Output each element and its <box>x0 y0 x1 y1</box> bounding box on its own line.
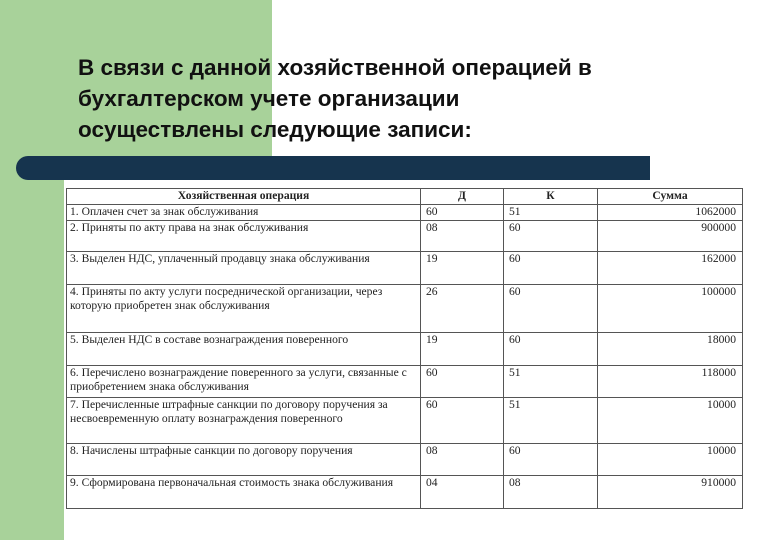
cell-credit: 60 <box>504 444 598 476</box>
cell-amount: 118000 <box>598 366 743 398</box>
cell-operation: 1. Оплачен счет за знак обслуживания <box>67 205 421 221</box>
table-header-row <box>67 189 743 205</box>
cell-amount: 10000 <box>598 398 743 444</box>
cell-credit: 51 <box>504 366 598 398</box>
cell-amount: 162000 <box>598 252 743 285</box>
cell-amount: 18000 <box>598 333 743 366</box>
cell-operation: 8. Начислены штрафные санкции по договору поручения <box>67 444 421 476</box>
cell-debit: 60 <box>421 398 504 444</box>
cell-debit: 04 <box>421 476 504 509</box>
table-row <box>67 285 743 333</box>
cell-amount: 100000 <box>598 285 743 333</box>
cell-operation: 4. Приняты по акту услуги посреднической организации, через которую приобретен знак обслуживания <box>67 285 421 333</box>
cell-amount: 10000 <box>598 444 743 476</box>
cell-debit: 19 <box>421 333 504 366</box>
cell-operation: 7. Перечисленные штрафные санкции по договору поручения за несвоевременную оплату вознаграждения поверенного <box>67 398 421 444</box>
cell-operation: 3. Выделен НДС, уплаченный продавцу знака обслуживания <box>67 252 421 285</box>
cell-debit: 60 <box>421 366 504 398</box>
table-row <box>67 221 743 252</box>
entries-table-container <box>66 188 742 509</box>
divider-bar <box>16 156 650 180</box>
header-amount: Сумма <box>598 189 743 205</box>
cell-amount: 1062000 <box>598 205 743 221</box>
cell-debit: 08 <box>421 221 504 252</box>
title-line: В связи с данной хозяйственной операцией в <box>78 55 592 80</box>
cell-credit: 60 <box>504 252 598 285</box>
cell-debit: 60 <box>421 205 504 221</box>
table-row <box>67 476 743 509</box>
cell-credit: 60 <box>504 285 598 333</box>
cell-amount: 910000 <box>598 476 743 509</box>
table-row <box>67 366 743 398</box>
cell-operation: 6. Перечислено вознаграждение поверенного за услуги, связанные с приобретением знака обслуживания <box>67 366 421 398</box>
cell-debit: 26 <box>421 285 504 333</box>
header-operation: Хозяйственная операция <box>67 189 421 205</box>
cell-credit: 51 <box>504 398 598 444</box>
table-row <box>67 333 743 366</box>
cell-credit: 08 <box>504 476 598 509</box>
cell-credit: 60 <box>504 221 598 252</box>
title-line: осуществлены следующие записи: <box>78 117 472 142</box>
cell-credit: 51 <box>504 205 598 221</box>
header-debit: Д <box>421 189 504 205</box>
left-green-band <box>0 0 64 540</box>
cell-operation: 2. Приняты по акту права на знак обслуживания <box>67 221 421 252</box>
accounting-entries-table <box>66 188 743 509</box>
table-row <box>67 252 743 285</box>
cell-debit: 08 <box>421 444 504 476</box>
cell-operation: 9. Сформирована первоначальная стоимость знака обслуживания <box>67 476 421 509</box>
table-row <box>67 444 743 476</box>
cell-amount: 900000 <box>598 221 743 252</box>
table-row <box>67 398 743 444</box>
header-credit: К <box>504 189 598 205</box>
slide-title <box>78 52 738 145</box>
title-line: бухгалтерском учете организации <box>78 86 460 111</box>
cell-operation: 5. Выделен НДС в составе вознаграждения поверенного <box>67 333 421 366</box>
cell-debit: 19 <box>421 252 504 285</box>
table-row <box>67 205 743 221</box>
cell-credit: 60 <box>504 333 598 366</box>
